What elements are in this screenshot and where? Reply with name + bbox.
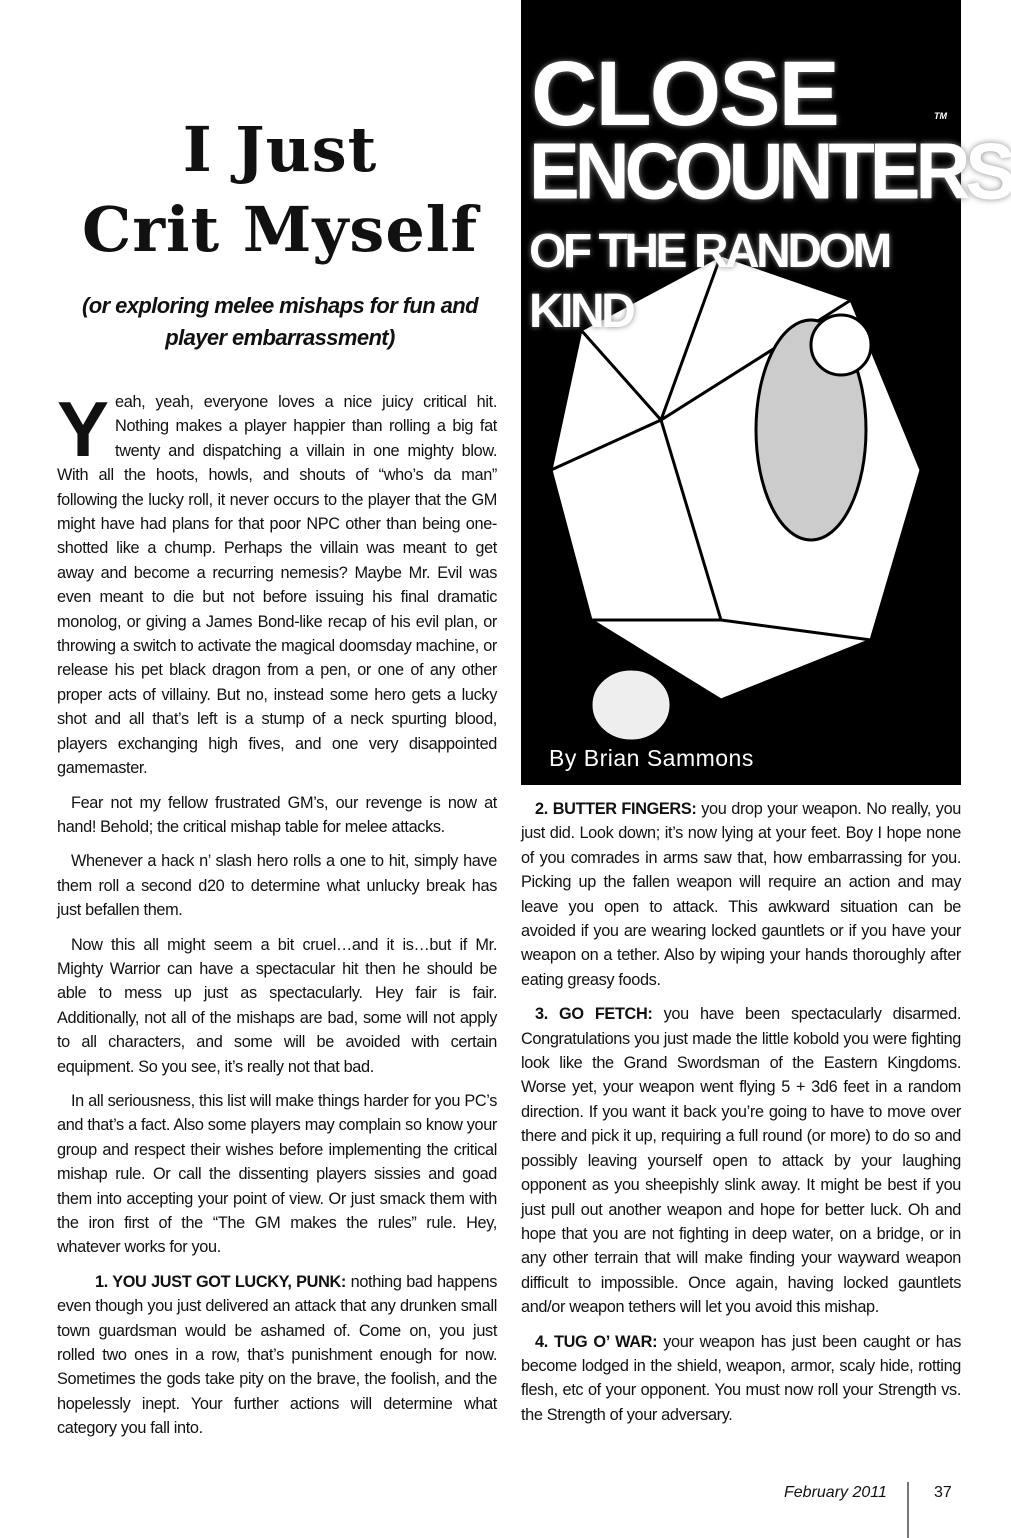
cover-title-encounters: ENCOUNTERS	[529, 126, 1011, 217]
cover-illustration	[521, 0, 1011, 785]
title-line-1: I Just	[182, 113, 378, 186]
mishap-label: 4. TUG O’ WAR:	[535, 1332, 658, 1351]
body-paragraph: Now this all might seem a bit cruel…and it is…but if Mr. Mighty Warrior can have a spectacular hit then he should be able to mess up just as spectacularly. Hey fair is fair. Additionally, not all of the mishaps are bad, some will not apply to all characters, and some will be avoided with certain equipment. So you see, it’s really not that bad.	[57, 935, 497, 1076]
article-title	[60, 110, 500, 270]
body-paragraph: Whenever a hack n’ slash hero rolls a one to hit, simply have them roll a second d20 to determine what unlucky break has just befallen them.	[57, 852, 497, 920]
intro-paragraph: Yeah, yeah, everyone loves a nice juicy critical hit. Nothing makes a player happier than rolling a big fat twenty and dispatching a villain in one mighty blow. With all the hoots, howls, and shouts of “who’s da man” following the lucky roll, it never occurs to the player that the GM might have had plans for that poor NPC other than being one-shotted like a chump. Perhaps the villain was meant to get away and become a recurring nemesis? Maybe Mr. Evil was even meant to die but not before issuing his final dramatic monolog, or giving a James Bond-like recap of his evil plan, or throwing a switch to activate the magical doomsday machine, or release his pet black dragon from a pen, or one of any other proper acts of villainy. But no, instead some hero gets a lucky shot and all that’s left is a stump of a neck spurting blood, players exchanging high fives, and one very disappointed gamemaster.	[57, 385, 497, 778]
issue-date: February 2011	[784, 1484, 887, 1501]
byline: By Brian Sammons	[549, 745, 754, 771]
body-paragraph: In all seriousness, this list will make things harder for you PC’s and that’s a fact. Also some players may complain so know your group and respect their wishes before implementing the critical mishap rule. Or call the dissenting players sissies and goad them into accepting your point of view. Or just smack them with the iron first of the “The GM makes the rules” rule. Hey, whatever works for you.	[57, 1091, 497, 1257]
title-line-2: Crit Myself	[81, 193, 479, 266]
body-paragraph: Fear not my fellow frustrated GM’s, our revenge is now at hand! Behold; the critical mishap table for melee attacks.	[57, 793, 497, 836]
cover-title-random-kind: OF THE RANDOM KIND	[529, 225, 889, 338]
page-number: 37	[934, 1484, 952, 1501]
mishap-item: 4. TUG O’ WAR: your weapon has just been caught or has become lodged in the shield, weapon, armor, scaly hide, rotting flesh, etc of your opponent. You must now roll your Strength vs. the Strength of your adversary.	[521, 1332, 961, 1424]
footer-divider	[907, 1482, 909, 1538]
mishap-item: 2. BUTTER FINGERS: you drop your weapon. No really, you just did. Look down; it’s now lying at your feet. Boy I hope none of you comrades in arms saw that, how embarrassing for you. Picking up the fallen weapon will require an action and may leave you open to attack. This awkward situation can be avoided if you are wearing locked gauntlets or if you have your weapon on a tether. Also by wiping your hands thoroughly after eating greasy foods.	[521, 800, 961, 989]
drop-cap: Y	[57, 385, 110, 473]
mishap-label: 2. BUTTER FINGERS:	[535, 800, 697, 818]
mishap-item: 1. YOU JUST GOT LUCKY, PUNK: nothing bad happens even though you just delivered an attack that any drunken small town guardsman would be ashamed of. Come on, you just rolled two ones in a row, that’s punishment enough for now. Sometimes the gods take pity on the brave, the foolish, and the hopelessly inept. Your further actions will determine what category you fall into.	[57, 1272, 497, 1438]
cover-title-close: CLOSE	[531, 43, 838, 145]
mishap-label: 3. GO FETCH:	[535, 1005, 653, 1024]
trademark: TM	[934, 111, 947, 121]
mishap-item: 3. GO FETCH: you have been spectacularly disarmed. Congratulations you just made the little kobold you were fighting look like the Grand Swordsman of the Eastern Kingdoms. Worse yet, your weapon went flying 5 + 3d6 feet in a random direction. If you want it back you’re going to have to move over there and pick it up, requiring a full round (or more) to do so and possibly leaving yourself open to attack by your laughing opponent as you sheepishly slink away. It might be best if you just pull out another weapon and hope for better luck. Oh and hope that you are not fighting in deep water, on a bridge, or in any other terrain that will make finding your wayward weapon difficult to impossible. Once again, having locked gauntlets and/or weapon tethers will let you avoid this mishap.	[521, 1005, 961, 1317]
article-subtitle: (or exploring melee mishaps for fun and player embarrassment)	[82, 293, 478, 350]
right-column	[521, 797, 961, 1437]
mishap-label: 1. YOU JUST GOT LUCKY, PUNK:	[95, 1272, 346, 1291]
left-column	[57, 385, 497, 1451]
